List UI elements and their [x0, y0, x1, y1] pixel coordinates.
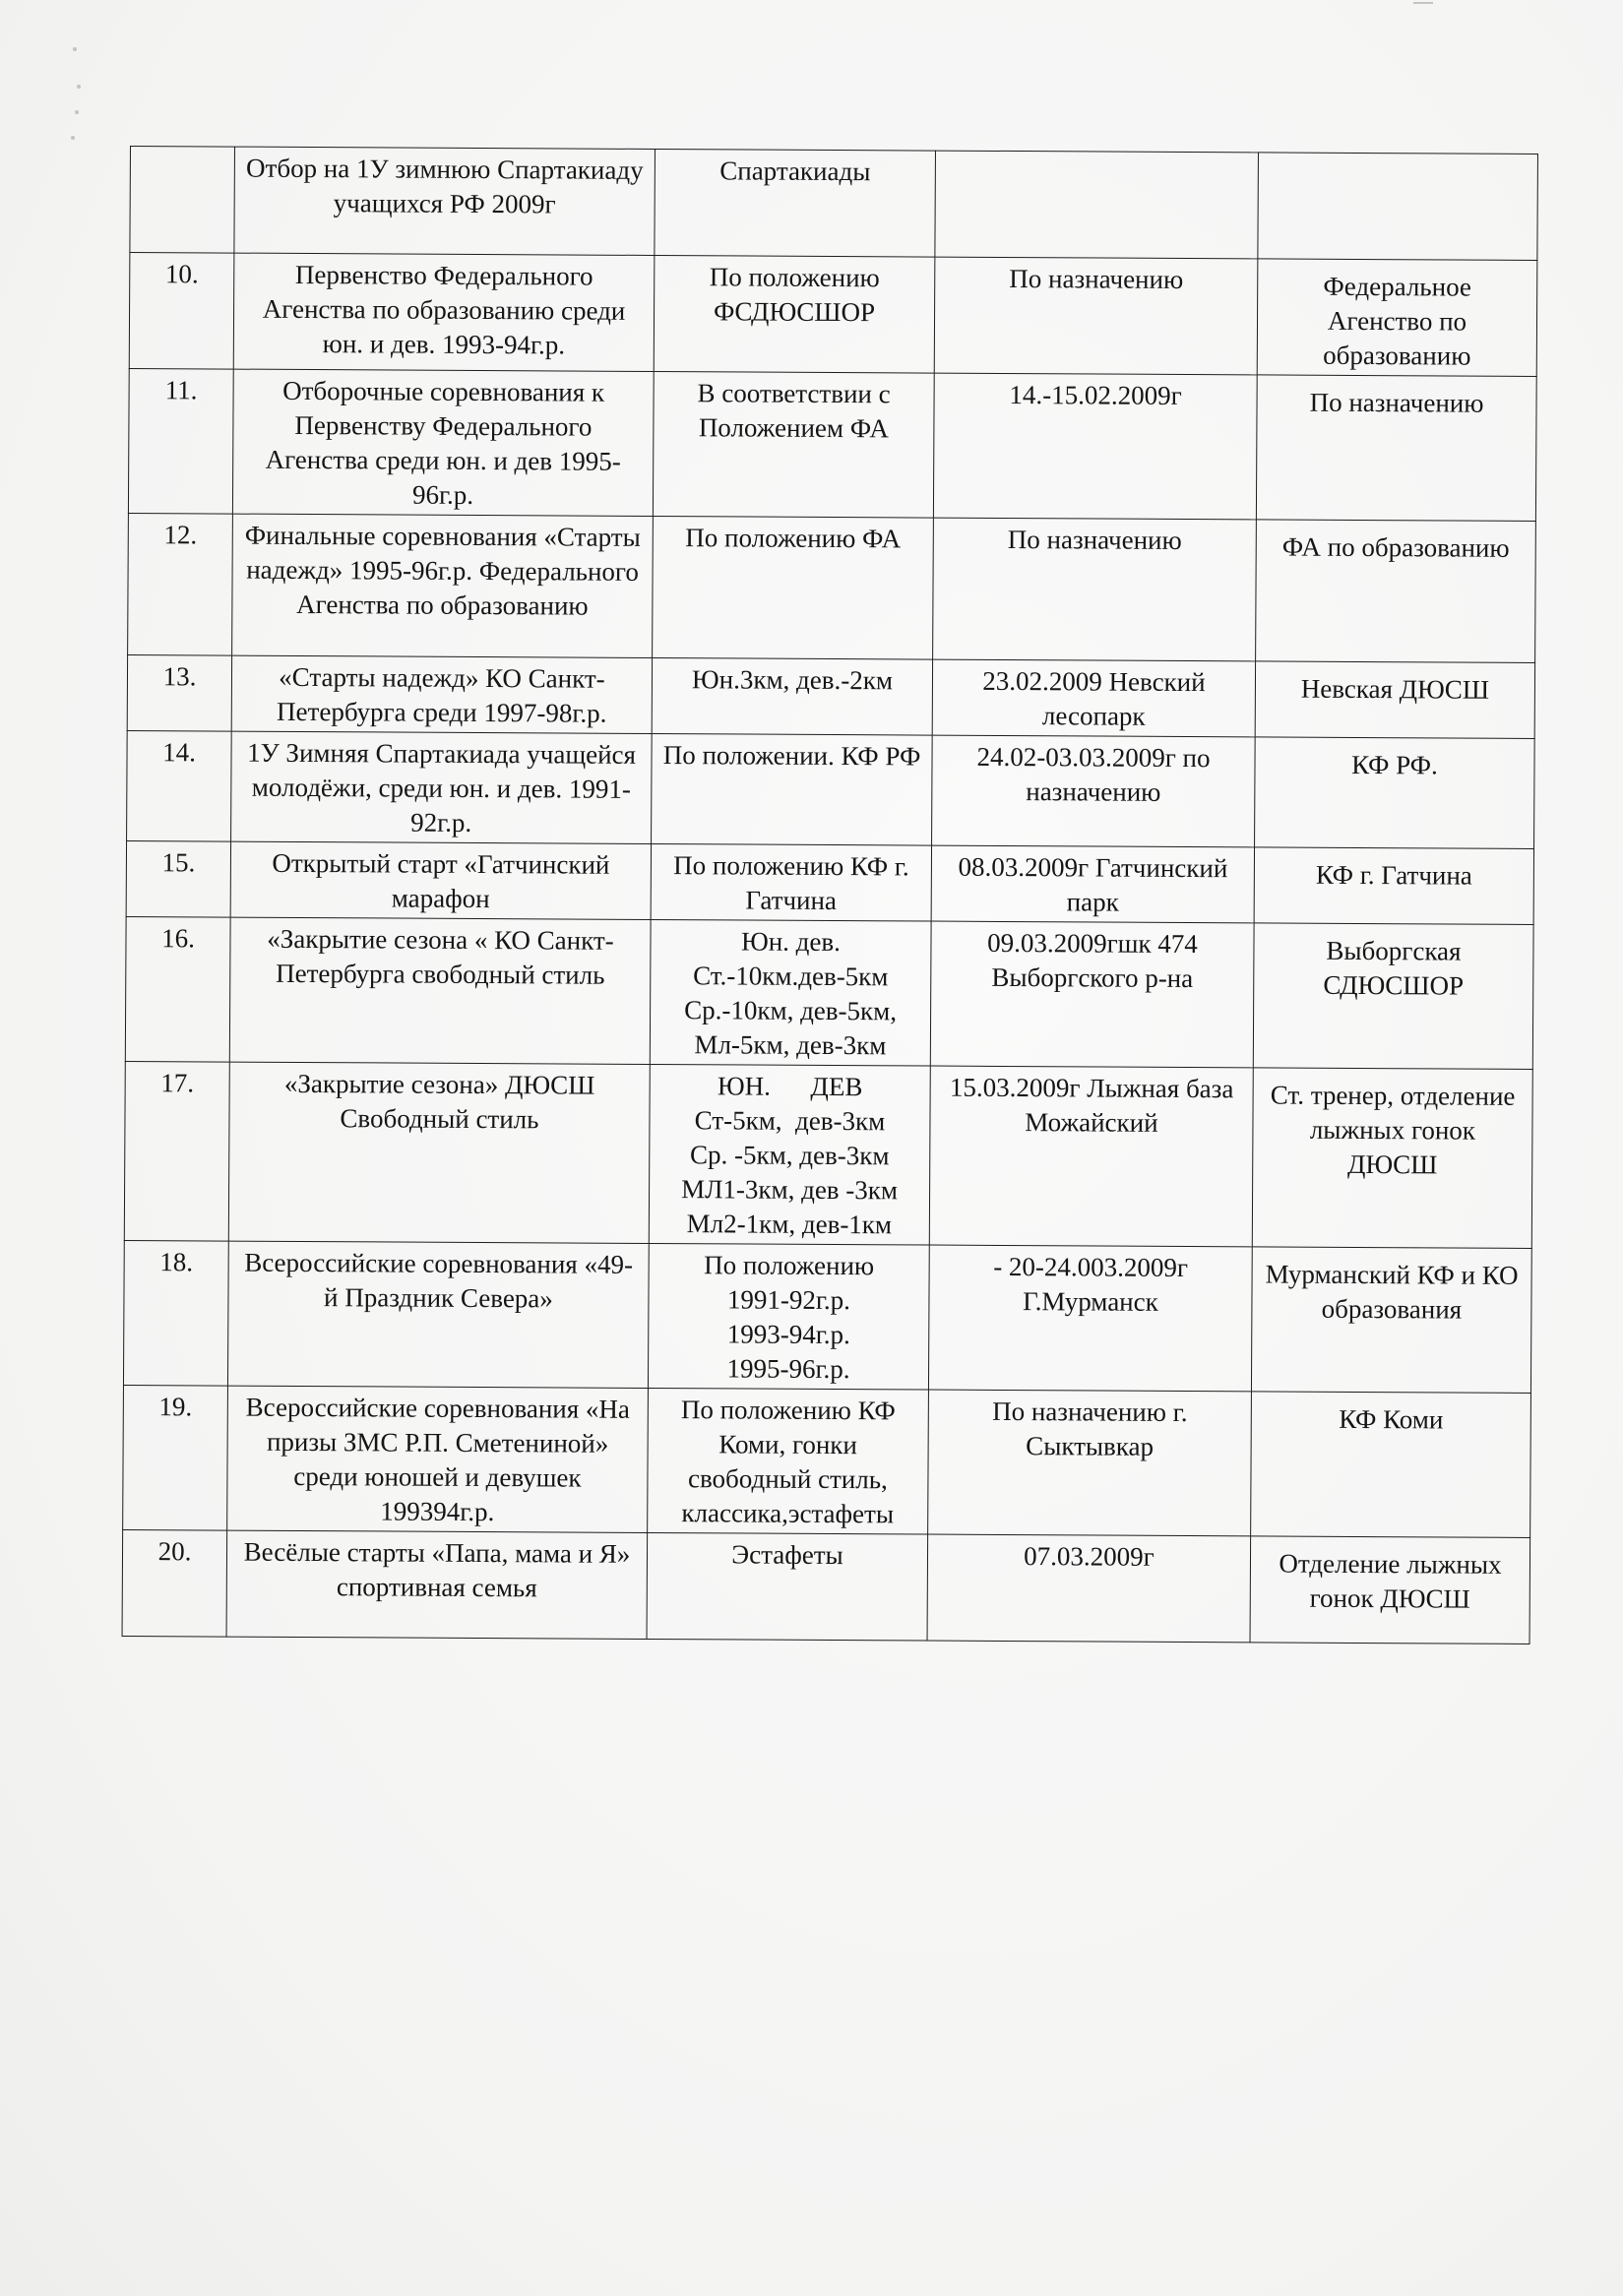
scan-speck: [1413, 2, 1433, 4]
terms-cell: По положению КФ Коми, гонки свободный стиль, классика,эстафеты: [648, 1388, 929, 1534]
terms-cell: По положению ФСДЮСШОР: [654, 255, 935, 373]
date-place-cell: 23.02.2009 Невский лесопарк: [932, 659, 1255, 737]
competition-name-cell: «Закрытие сезона» ДЮСШ Свободный стиль: [228, 1062, 650, 1243]
table-row: [124, 1061, 1532, 1248]
date-place-cell: По назначению: [934, 257, 1258, 375]
competition-name-cell: Всероссийские соревнования «На призы ЗМС Р.П. Сметениной» среди юношей и девушек 199394г.р.: [227, 1386, 649, 1532]
row-number-cell: 20.: [122, 1529, 227, 1637]
terms-line: По положению: [704, 1250, 875, 1281]
organizer-cell: КФ РФ.: [1255, 737, 1535, 849]
scan-speck: [77, 85, 81, 89]
terms-line: ЮН. ДЕВ: [717, 1071, 863, 1102]
table-row: [129, 253, 1537, 377]
row-number-cell: 16.: [125, 916, 230, 1062]
organizer-cell: ФА по образованию: [1256, 520, 1536, 663]
row-number-cell: 19.: [123, 1385, 228, 1530]
row-number-cell: 14.: [127, 730, 232, 841]
scan-speck: [75, 110, 79, 114]
terms-cell: По положению КФ г. Гатчина: [651, 843, 931, 921]
terms-cell: Спартакиады: [655, 149, 936, 257]
date-place-cell: [928, 1245, 1252, 1392]
competition-name-cell: 1У Зимняя Спартакиада учащейся молодёжи, среди юн. и дев. 1991-92г.р.: [231, 731, 653, 843]
competition-name-cell: Открытый старт «Гатчинский марафон: [230, 841, 651, 919]
table-row: [128, 513, 1536, 662]
competition-name-cell: Первенство Федерального Агенства по образованию среди юн. и дев. 1993-94г.р.: [233, 253, 655, 371]
terms-cell: Юн.3км, дев.-2км: [652, 657, 932, 735]
competition-name-cell: Отборочные соревнования к Первенству Федерального Агенства среди юн. и дев 1995-96г.р.: [232, 369, 654, 516]
organizer-cell: [1258, 153, 1538, 261]
terms-line: Юн. дев.: [740, 926, 842, 958]
row-number-cell: 13.: [127, 654, 231, 731]
competition-schedule-table: [122, 146, 1538, 1644]
terms-line: МЛ1-3км, дев -3км: [681, 1174, 899, 1206]
competition-name-cell: «Старты надежд» КО Санкт-Петербурга среди 1997-98г.р.: [231, 655, 652, 733]
table-row: [123, 1240, 1531, 1393]
organizer-cell: Ст. тренер, отделение лыжных гонок ДЮСШ: [1252, 1068, 1532, 1249]
date-place-line: Г.Мурманск: [1023, 1286, 1158, 1317]
date-place-cell: [935, 151, 1259, 259]
table-row: [123, 1385, 1531, 1537]
date-place-cell: 07.03.2009г: [927, 1534, 1251, 1643]
organizer-cell: Отделение лыжных гонок ДЮСШ: [1250, 1536, 1530, 1644]
terms-cell: [649, 1064, 930, 1245]
row-number-cell: 11.: [128, 368, 233, 514]
row-number-cell: 15.: [126, 840, 230, 917]
organizer-cell: По назначению: [1256, 375, 1536, 522]
row-number-cell: 17.: [124, 1061, 229, 1241]
scan-speck: [73, 47, 77, 51]
terms-line: 1991-92г.р.: [726, 1284, 851, 1316]
terms-line: Мл-5км, дев-3км: [694, 1029, 887, 1061]
date-place-cell: 09.03.2009гшк 474 Выборгского р-на: [930, 921, 1254, 1068]
competition-name-cell: Весёлые старты «Папа, мама и Я» спортивная семья: [226, 1530, 648, 1639]
table-row: [128, 368, 1536, 521]
terms-line: Ст.-10км.дев-5км: [693, 961, 889, 992]
row-number-cell: [130, 147, 235, 254]
row-number-cell: 10.: [129, 253, 234, 370]
row-number-cell: 12.: [128, 513, 233, 655]
date-place-line: - 20-24.003.2009г: [993, 1251, 1189, 1283]
table-row: [127, 730, 1535, 848]
organizer-cell: КФ Коми: [1251, 1392, 1531, 1538]
terms-cell: Эстафеты: [647, 1532, 928, 1641]
terms-cell: По положению ФА: [653, 516, 934, 659]
date-place-cell: 15.03.2009г Лыжная база Можайский: [929, 1066, 1253, 1247]
terms-line: 1993-94г.р.: [726, 1319, 850, 1350]
competition-name-cell: Всероссийские соревнования «49-й Праздник Севера»: [227, 1241, 649, 1388]
terms-cell: [650, 919, 931, 1066]
competition-name-cell: Отбор на 1У зимнюю Спартакиаду учащихся РФ 2009г: [234, 147, 655, 255]
organizer-cell: Невская ДЮСШ: [1255, 661, 1534, 739]
row-number-cell: 18.: [123, 1240, 228, 1386]
terms-cell: В соответствии с Положением ФА: [653, 371, 934, 518]
terms-line: Мл2-1км, дев-1км: [686, 1209, 893, 1240]
date-place-cell: По назначению г. Сыктывкар: [928, 1390, 1252, 1536]
table-row: [130, 147, 1538, 261]
scan-speck: [71, 136, 75, 140]
terms-cell: [648, 1243, 929, 1390]
table-row: [127, 654, 1534, 738]
table-row: [122, 1529, 1530, 1644]
table-row: [126, 840, 1533, 924]
table-row: [125, 916, 1533, 1069]
organizer-cell: Мурманский КФ и КО образования: [1251, 1247, 1531, 1394]
date-place-cell: 14.-15.02.2009г: [933, 373, 1257, 520]
organizer-cell: Федеральное Агенство по образованию: [1257, 259, 1537, 377]
competition-name-cell: «Закрытие сезона « КО Санкт-Петербурга свободный стиль: [229, 917, 651, 1064]
date-place-cell: По назначению: [933, 518, 1257, 661]
terms-line: Ср.-10км, дев-5км,: [684, 995, 898, 1026]
competition-name-cell: Финальные соревнования «Старты надежд» 1995-96г.р. Федерального Агенства по образованию: [232, 514, 654, 657]
terms-cell: По положении. КФ РФ: [652, 733, 933, 845]
organizer-cell: КФ г. Гатчина: [1254, 847, 1533, 925]
organizer-cell: Выборгская СДЮСШОР: [1253, 923, 1533, 1070]
terms-line: Ср. -5км, дев-3км: [690, 1140, 890, 1171]
date-place-cell: 24.02-03.03.2009г по назначению: [932, 735, 1256, 847]
terms-line: 1995-96г.р.: [726, 1353, 850, 1385]
date-place-cell: 08.03.2009г Гатчинский парк: [931, 845, 1254, 923]
terms-line: Ст-5км, дев-3км: [694, 1105, 886, 1137]
